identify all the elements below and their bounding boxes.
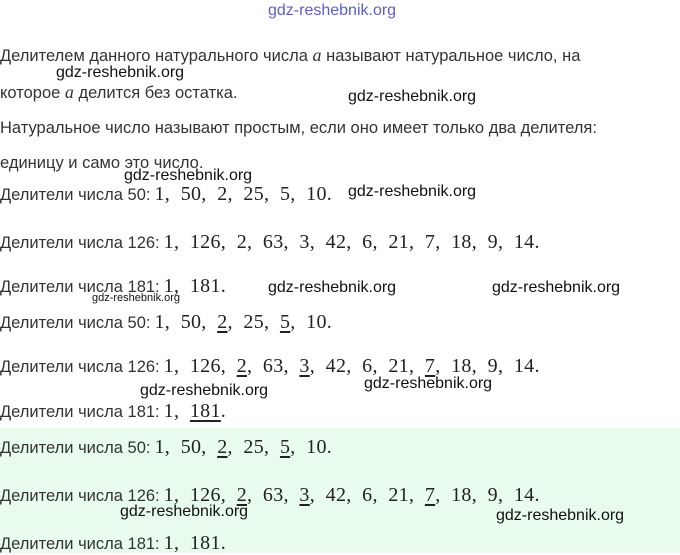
divisors-126-marked-label: Делители числа 126: bbox=[0, 358, 160, 376]
divisor-value: 14 bbox=[513, 484, 535, 506]
watermark: gdz-reshebnik.org bbox=[364, 375, 493, 392]
divisor-value: 126 bbox=[189, 355, 221, 377]
divisor-value: 1 bbox=[163, 231, 174, 253]
divisor-value: 2 bbox=[236, 231, 247, 253]
divisors-50-marked-label: Делители числа 50: bbox=[0, 314, 151, 332]
divisor-value: 42 bbox=[325, 484, 347, 506]
divisor-value: 1 bbox=[154, 436, 165, 458]
answer-divisors-126-line bbox=[0, 484, 540, 507]
divisor-value: 63 bbox=[262, 355, 284, 377]
watermark: gdz-reshebnik.org bbox=[56, 64, 185, 81]
divisor-value: 7 bbox=[424, 355, 436, 377]
watermark: gdz-reshebnik.org bbox=[492, 279, 621, 296]
divisor-value: 42 bbox=[325, 231, 347, 253]
answer-divisors-50-line bbox=[0, 436, 332, 459]
divisor-value: 1 bbox=[154, 183, 165, 205]
divisor-value: 126 bbox=[189, 484, 221, 506]
divisor-value: 50 bbox=[180, 183, 202, 205]
divisors-126-marked-values: 1, 126, 2, 63, 3, 42, 6, 21, 7, 18, 9, 14. bbox=[163, 355, 540, 377]
divisor-value: 25 bbox=[243, 311, 265, 333]
divisor-value: 1 bbox=[163, 355, 174, 377]
divisor-value: 3 bbox=[299, 355, 310, 377]
divisor-value: 1 bbox=[163, 532, 174, 554]
divisor-value: 2 bbox=[217, 311, 228, 333]
divisor-value: 9 bbox=[487, 355, 498, 377]
divisors-126-values: 1, 126, 2, 63, 3, 42, 6, 21, 7, 18, 9, 14. bbox=[163, 231, 540, 253]
divisor-value: 2 bbox=[217, 183, 228, 205]
definition-part1: Делителем данного натурального числа bbox=[0, 47, 308, 65]
answer-divisors-126-label: Делители числа 126: bbox=[0, 487, 160, 505]
prime-definition-line-2: единицу и само это число. bbox=[0, 154, 204, 172]
divisors-126-label: Делители числа 126: bbox=[0, 234, 160, 252]
divisor-value: 9 bbox=[487, 484, 498, 506]
divisors-181-marked-values: 1, 181. bbox=[163, 400, 227, 422]
watermark: gdz-reshebnik.org bbox=[124, 167, 253, 184]
divisor-value: 21 bbox=[388, 231, 409, 253]
divisors-50-label: Делители числа 50: bbox=[0, 186, 151, 204]
answer-divisors-50-label: Делители числа 50: bbox=[0, 439, 151, 457]
divisor-value: 50 bbox=[180, 311, 202, 333]
divisor-value: 2 bbox=[236, 355, 247, 377]
divisor-value: 18 bbox=[451, 355, 472, 377]
divisors-181-label: Делители числа 181: bbox=[0, 278, 160, 296]
divisor-value: 50 bbox=[180, 436, 202, 458]
divisors-50-marked-values: 1, 50, 2, 25, 5, 10. bbox=[154, 311, 333, 333]
divisors-126-line bbox=[0, 231, 540, 254]
variable-a: a bbox=[312, 45, 322, 65]
definition-part2: называют натуральное число, на bbox=[326, 47, 581, 65]
answer-divisors-181-line bbox=[0, 532, 226, 555]
divisor-value: 126 bbox=[189, 231, 221, 253]
divisor-value: 63 bbox=[262, 484, 284, 506]
divisors-181-marked-line bbox=[0, 400, 226, 423]
divisor-value: 1 bbox=[163, 400, 174, 422]
answer-divisors-181-values: 1, 181. bbox=[163, 532, 227, 554]
divisor-value: 6 bbox=[362, 484, 373, 506]
watermark: gdz-reshebnik.org bbox=[496, 507, 625, 524]
divisor-value: 2 bbox=[217, 436, 228, 458]
divisor-value: 181 bbox=[189, 275, 221, 297]
answer-divisors-181-label: Делители числа 181: bbox=[0, 535, 160, 553]
divisor-value: 25 bbox=[243, 436, 265, 458]
watermark: gdz-reshebnik.org bbox=[268, 279, 397, 296]
watermark: gdz-reshebnik.org bbox=[348, 183, 477, 200]
divisor-value: 18 bbox=[451, 484, 472, 506]
divisor-value: 21 bbox=[388, 484, 409, 506]
divisors-50-values: 1, 50, 2, 25, 5, 10. bbox=[154, 183, 333, 205]
divisor-value: 42 bbox=[325, 355, 347, 377]
divisor-value: 5 bbox=[279, 183, 291, 205]
divisors-50-line bbox=[0, 183, 332, 206]
divisor-value: 181 bbox=[189, 532, 221, 554]
divisor-value: 6 bbox=[362, 231, 373, 253]
divisors-181-values: 1, 181. bbox=[163, 275, 227, 297]
divisor-value: 1 bbox=[163, 484, 174, 506]
divisor-value: 63 bbox=[262, 231, 284, 253]
definition-part3: которое bbox=[0, 84, 61, 102]
definition-line-2 bbox=[0, 82, 237, 103]
divisor-value: 7 bbox=[424, 231, 436, 253]
variable-a-2: a bbox=[64, 82, 74, 102]
divisor-value: 181 bbox=[189, 400, 221, 422]
answer-divisors-126-values: 1, 126, 2, 63, 3, 42, 6, 21, 7, 18, 9, 14. bbox=[163, 484, 540, 506]
divisor-value: 14 bbox=[513, 355, 535, 377]
divisor-value: 6 bbox=[362, 355, 373, 377]
prime-definition-line-1: Натуральное число называют простым, если оно имеет только два делителя: bbox=[0, 119, 597, 137]
answer-divisors-50-values: 1, 50, 2, 25, 5, 10. bbox=[154, 436, 333, 458]
watermark-top: gdz-reshebnik.org bbox=[268, 2, 397, 19]
divisor-value: 1 bbox=[154, 311, 165, 333]
divisor-value: 10 bbox=[306, 311, 327, 333]
divisor-value: 5 bbox=[279, 436, 291, 458]
divisor-value: 18 bbox=[451, 231, 472, 253]
divisor-value: 10 bbox=[306, 183, 327, 205]
watermark: gdz-reshebnik.org bbox=[348, 88, 477, 105]
divisors-50-marked-line bbox=[0, 311, 332, 334]
divisor-value: 3 bbox=[299, 484, 310, 506]
divisor-value: 10 bbox=[306, 436, 327, 458]
divisor-value: 7 bbox=[424, 484, 436, 506]
watermark: gdz-reshebnik.org bbox=[140, 382, 269, 399]
divisor-value: 5 bbox=[279, 311, 291, 333]
watermark: gdz-reshebnik.org bbox=[92, 292, 181, 304]
divisor-value: 1 bbox=[163, 275, 174, 297]
definition-part4: делится без остатка. bbox=[78, 84, 238, 102]
watermark: gdz-reshebnik.org bbox=[120, 503, 249, 520]
divisors-181-marked-label: Делители числа 181: bbox=[0, 403, 160, 421]
definition-line-1 bbox=[0, 45, 580, 66]
divisor-value: 21 bbox=[388, 355, 409, 377]
divisor-value: 9 bbox=[487, 231, 498, 253]
divisor-value: 2 bbox=[236, 484, 247, 506]
divisor-value: 3 bbox=[299, 231, 310, 253]
divisor-value: 25 bbox=[243, 183, 265, 205]
divisor-value: 14 bbox=[513, 231, 535, 253]
